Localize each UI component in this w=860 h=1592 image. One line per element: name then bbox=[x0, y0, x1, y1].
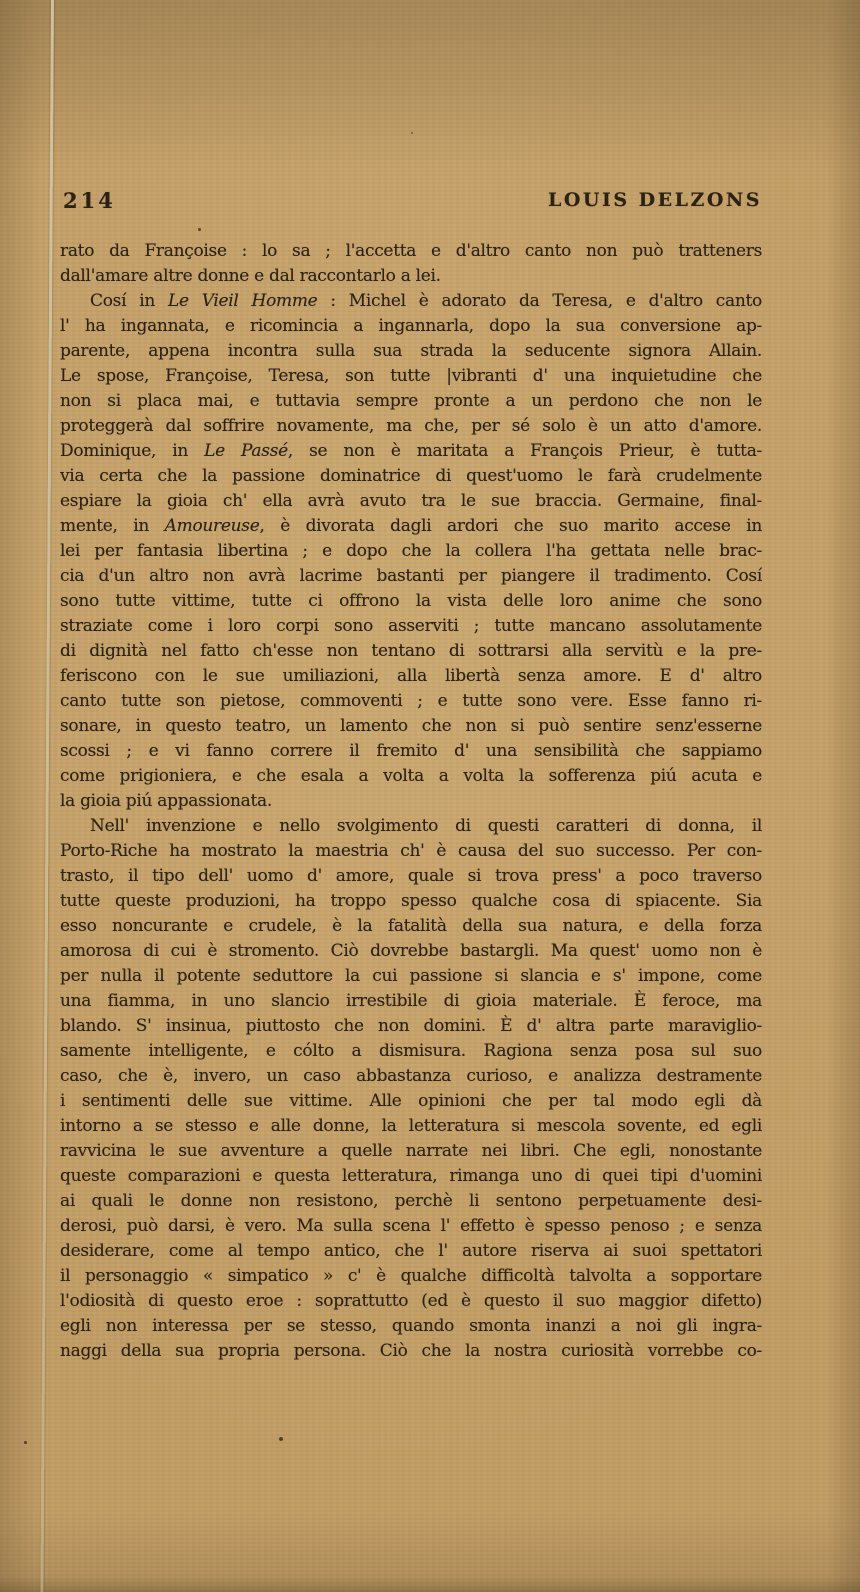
text-line bbox=[60, 1014, 762, 1039]
paper-speck bbox=[24, 1441, 27, 1444]
text-line bbox=[60, 889, 762, 914]
text-line bbox=[60, 1339, 762, 1364]
text-segment: cia d'un altro non avrà lacrime bastanti per piangere il tradimento. Cosí bbox=[60, 566, 762, 586]
text-segment: una fiamma, in uno slancio irrestibile di gioia materiale. È feroce, ma bbox=[60, 991, 762, 1011]
text-line bbox=[60, 439, 762, 464]
text-segment: scossi ; e vi fanno correre il fremito d' una sensibilità che sappiamo bbox=[60, 741, 762, 761]
text-line bbox=[60, 689, 762, 714]
text-line bbox=[60, 864, 762, 889]
text-line bbox=[60, 514, 762, 539]
italic-work-title: Le Vieil Homme bbox=[167, 291, 318, 311]
text-segment: Cosí in bbox=[90, 291, 168, 311]
text-segment: via certa che la passione dominatrice di quest'uomo le farà crudelmente bbox=[60, 466, 762, 486]
text-line bbox=[60, 289, 762, 314]
text-segment: l' ha ingannata, e ricomincia a ingannarla, dopo la sua conversione ap- bbox=[60, 316, 762, 336]
text-line bbox=[60, 989, 762, 1014]
text-line bbox=[60, 939, 762, 964]
text-line bbox=[60, 964, 762, 989]
text-line bbox=[60, 339, 762, 364]
text-line bbox=[60, 539, 762, 564]
text-line bbox=[60, 789, 762, 814]
text-segment: parente, appena incontra sulla sua strada la seducente signora Allain. bbox=[60, 341, 762, 361]
text-line bbox=[60, 664, 762, 689]
text-segment: i sentimenti delle sue vittime. Alle opinioni che per tal modo egli dà bbox=[60, 1091, 762, 1111]
text-segment: Nell' invenzione e nello svolgimento di questi caratteri di donna, il bbox=[90, 816, 762, 836]
text-line bbox=[60, 1139, 762, 1164]
text-segment: ravvicina le sue avventure a quelle narrate nei libri. Che egli, nonostante bbox=[60, 1141, 762, 1161]
text-line bbox=[60, 464, 762, 489]
text-segment: Le spose, Françoise, Teresa, son tutte |vibranti d' una inquietudine che bbox=[60, 366, 762, 386]
text-line bbox=[60, 589, 762, 614]
text-segment: trasto, il tipo dell' uomo d' amore, quale si trova press' a poco traverso bbox=[60, 866, 762, 886]
text-segment: derosi, può darsi, è vero. Ma sulla scena l' effetto è spesso penoso ; e senza bbox=[60, 1216, 762, 1236]
running-header: LOUIS DELZONS bbox=[547, 189, 762, 211]
text-segment: ai quali le donne non resistono, perchè li sentono perpetuamente desi- bbox=[60, 1191, 762, 1211]
text-segment: , è divorata dagli ardori che suo marito accese in bbox=[259, 516, 762, 536]
text-line bbox=[60, 639, 762, 664]
text-line bbox=[60, 1164, 762, 1189]
text-line bbox=[60, 1189, 762, 1214]
text-line bbox=[60, 839, 762, 864]
text-segment: Porto-Riche ha mostrato la maestria ch' è causa del suo successo. Per con- bbox=[60, 841, 762, 861]
text-segment: straziate come i loro corpi sono asserviti ; tutte mancano assolutamente bbox=[60, 616, 762, 636]
text-segment: l'odiosità di questo eroe : soprattutto (ed è questo il suo maggior difetto) bbox=[60, 1291, 762, 1311]
text-line bbox=[60, 564, 762, 589]
text-line bbox=[60, 1264, 762, 1289]
text-segment: queste comparazioni e questa letteratura, rimanga uno di quei tipi d'uomini bbox=[60, 1166, 762, 1186]
text-segment: Dominique, in bbox=[60, 441, 205, 461]
text-line bbox=[60, 314, 762, 339]
text-segment: intorno a se stesso e alle donne, la letteratura si mescola sovente, ed egli bbox=[60, 1116, 762, 1136]
italic-work-title: Amoureuse bbox=[164, 516, 260, 536]
text-segment: lei per fantasia libertina ; e dopo che la collera l'ha gettata nelle brac- bbox=[60, 541, 762, 561]
text-line bbox=[60, 489, 762, 514]
text-segment: di dignità nel fatto ch'esse non tentano di sottrarsi alla servitù e la pre- bbox=[60, 641, 762, 661]
text-line bbox=[60, 814, 762, 839]
text-segment: amorosa di cui è stromento. Ciò dovrebbe bastargli. Ma quest' uomo non è bbox=[60, 941, 762, 961]
paper-speck bbox=[279, 1437, 283, 1441]
text-segment: blando. S' insinua, piuttosto che non domini. È d' altra parte maraviglio- bbox=[60, 1016, 762, 1036]
text-line bbox=[60, 1239, 762, 1264]
text-line bbox=[60, 914, 762, 939]
text-segment: egli non interessa per se stesso, quando smonta inanzi a noi gli ingra- bbox=[60, 1316, 762, 1336]
binding-crease-line bbox=[40, 0, 54, 1592]
text-line bbox=[60, 1214, 762, 1239]
text-segment: la gioia piú appassionata. bbox=[60, 791, 272, 811]
text-line bbox=[60, 1314, 762, 1339]
text-segment: feriscono con le sue umiliazioni, alla libertà senza amore. E d' altro bbox=[60, 666, 762, 686]
text-line bbox=[60, 739, 762, 764]
text-segment: desiderare, come al tempo antico, che l' autore riserva ai suoi spettatori bbox=[60, 1241, 762, 1261]
text-line bbox=[60, 714, 762, 739]
text-line bbox=[60, 264, 762, 289]
text-line bbox=[60, 414, 762, 439]
text-segment: sono tutte vittime, tutte ci offrono la vista delle loro anime che sono bbox=[60, 591, 762, 611]
text-segment: samente intelligente, e cólto a dismisura. Ragiona senza posa sul suo bbox=[60, 1041, 762, 1061]
text-line bbox=[60, 1089, 762, 1114]
page-text bbox=[60, 239, 762, 1364]
text-segment: espiare la gioia ch' ella avrà avuto tra le sue braccia. Germaine, final- bbox=[60, 491, 762, 511]
text-segment: non si placa mai, e tuttavia sempre pronte a un perdono che non le bbox=[60, 391, 762, 411]
text-segment: , se non è maritata a François Prieur, è tutta- bbox=[287, 441, 762, 461]
text-segment: esso noncurante e crudele, è la fatalità della sua natura, e della forza bbox=[60, 916, 762, 936]
text-segment: : Michel è adorato da Teresa, e d'altro canto bbox=[317, 291, 762, 311]
paper-speck bbox=[411, 132, 413, 134]
text-segment: sonare, in questo teatro, un lamento che non si può sentire senz'esserne bbox=[60, 716, 762, 736]
text-line bbox=[60, 389, 762, 414]
text-segment: naggi della sua propria persona. Ciò che la nostra curiosità vorrebbe co- bbox=[60, 1341, 762, 1361]
text-segment: rato da Françoise : lo sa ; l'accetta e d'altro canto non può tratteners bbox=[60, 241, 762, 261]
text-segment: tutte queste produzioni, ha troppo spesso qualche cosa di spiacente. Sia bbox=[60, 891, 762, 911]
text-segment: proteggerà dal soffrire novamente, ma che, per sé solo è un atto d'amore. bbox=[60, 416, 762, 436]
italic-work-title: Le Passé bbox=[204, 441, 288, 461]
text-line bbox=[60, 764, 762, 789]
text-line bbox=[60, 1289, 762, 1314]
page-header bbox=[60, 186, 762, 214]
text-segment: mente, in bbox=[60, 516, 165, 536]
text-line bbox=[60, 1039, 762, 1064]
text-line bbox=[60, 239, 762, 264]
text-line bbox=[60, 614, 762, 639]
text-line bbox=[60, 1064, 762, 1089]
text-segment: dall'amare altre donne e dal raccontarlo a lei. bbox=[60, 266, 441, 286]
text-segment: canto tutte son pietose, commoventi ; e tutte sono vere. Esse fanno ri- bbox=[60, 691, 762, 711]
paper-speck bbox=[198, 228, 201, 231]
text-segment: per nulla il potente seduttore la cui passione si slancia e s' impone, come bbox=[60, 966, 762, 986]
text-line bbox=[60, 364, 762, 389]
text-segment: come prigioniera, e che esala a volta a volta la sofferenza piú acuta e bbox=[60, 766, 762, 786]
text-segment: caso, che è, invero, un caso abbastanza curioso, e analizza destramente bbox=[60, 1066, 762, 1086]
text-segment: il personaggio « simpatico » c' è qualche difficoltà talvolta a sopportare bbox=[60, 1266, 762, 1286]
page-number: 214 bbox=[63, 188, 116, 213]
text-line bbox=[60, 1114, 762, 1139]
